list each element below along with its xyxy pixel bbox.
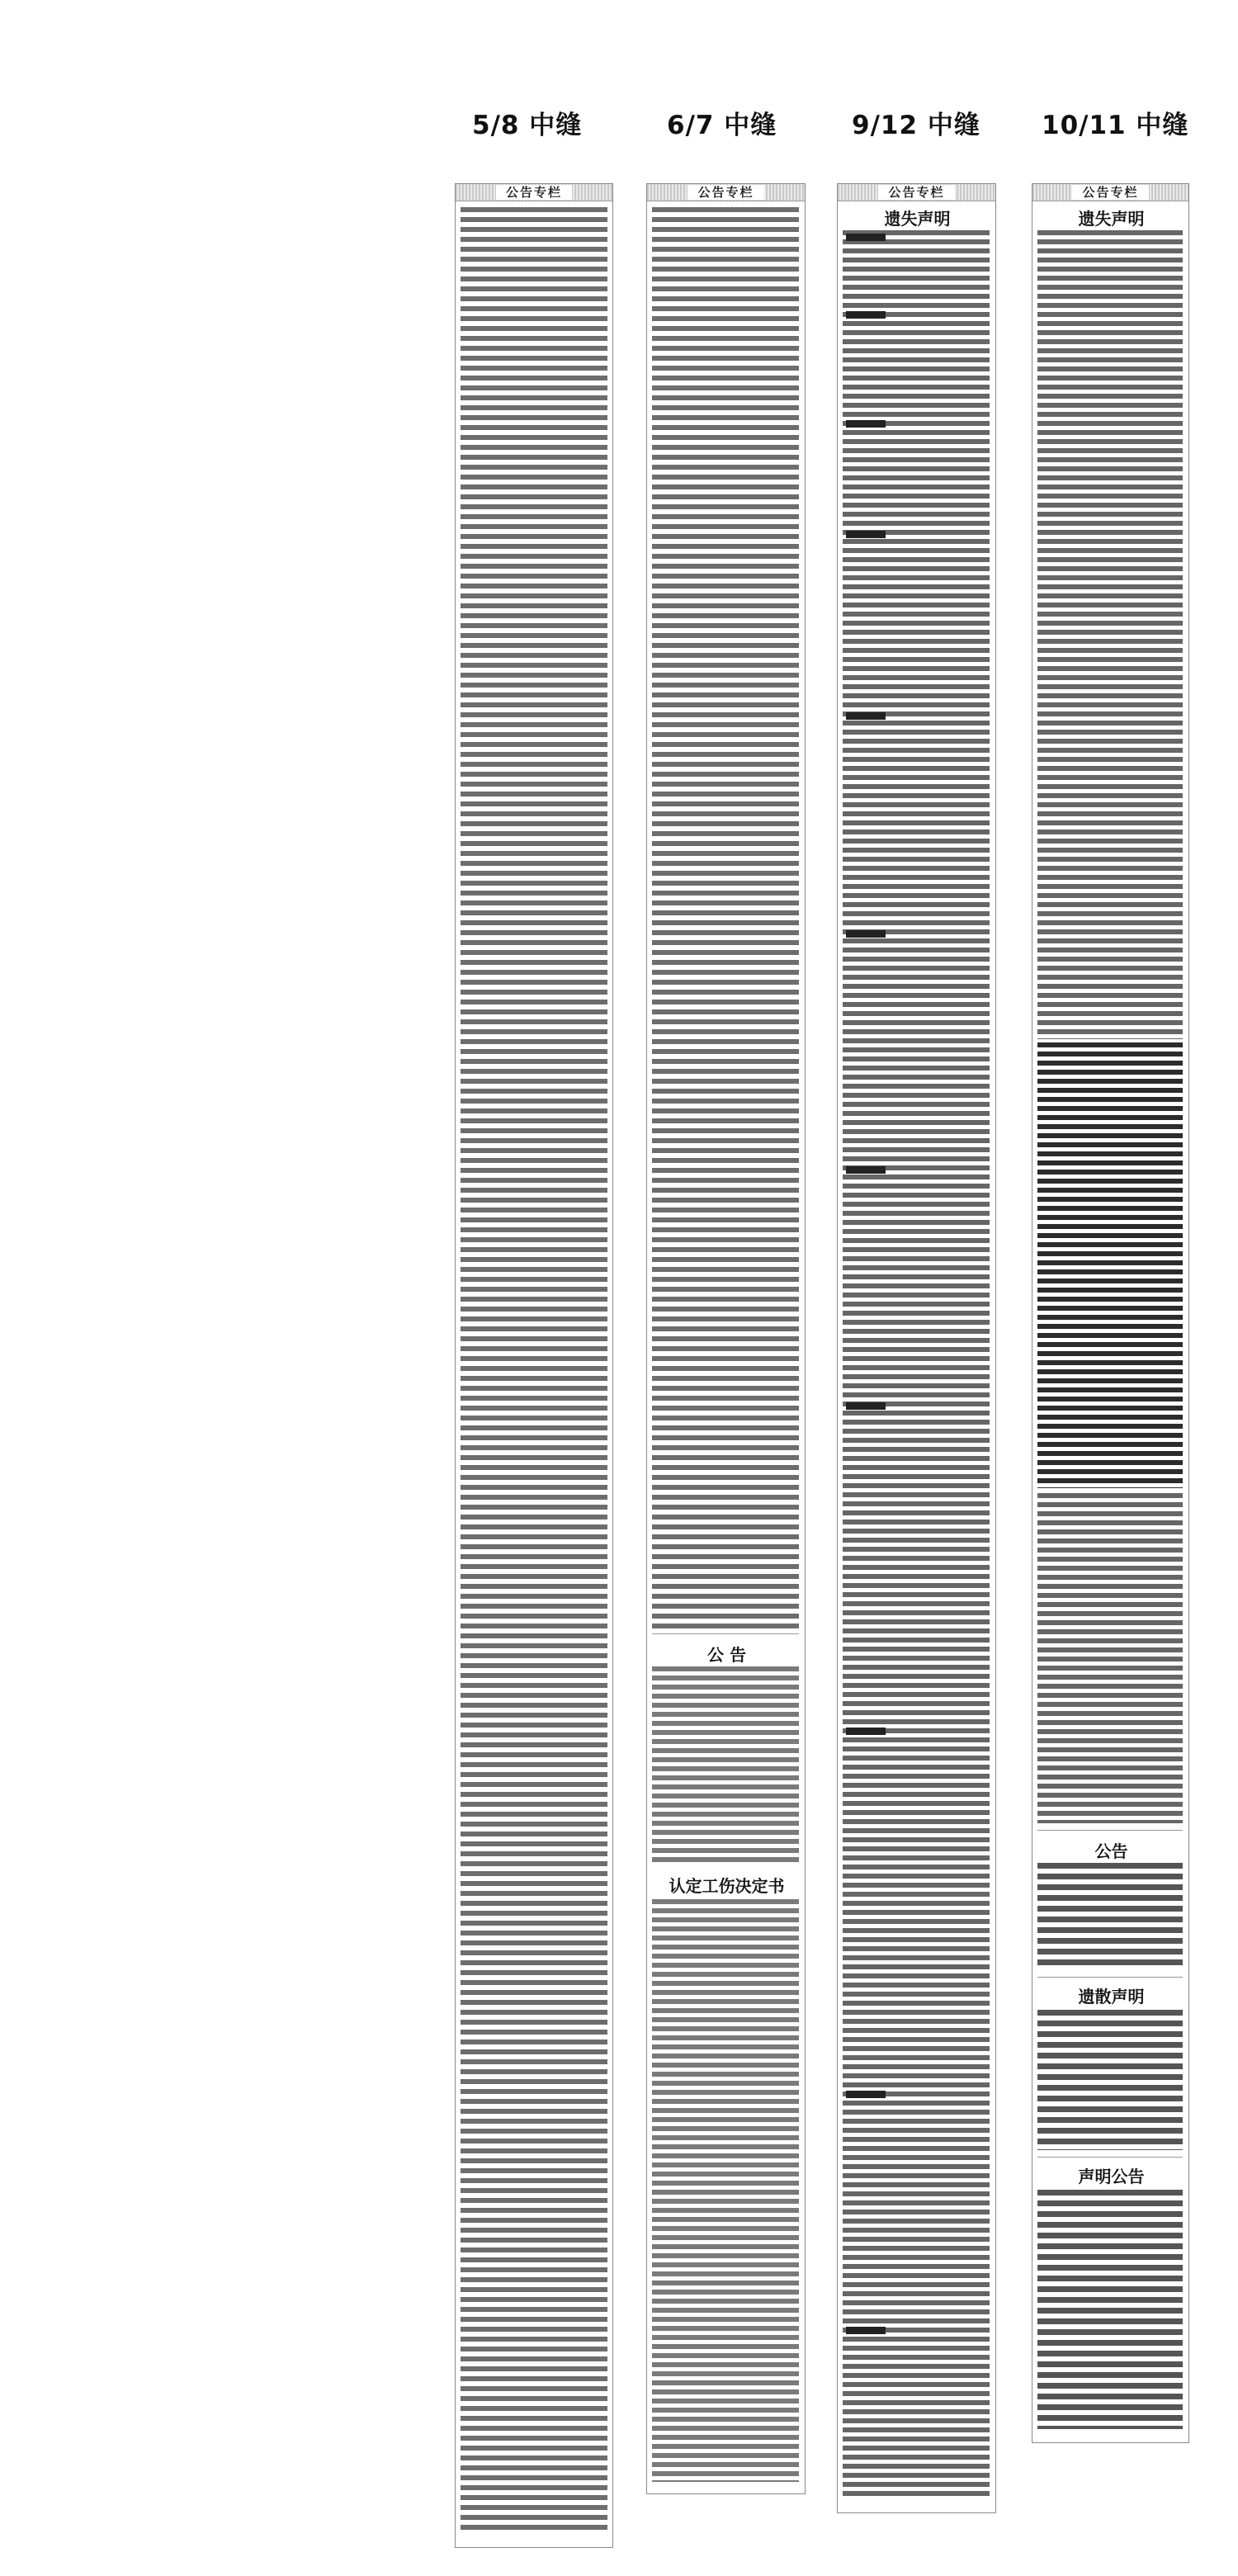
notice-title: 遗失声明 [1078, 209, 1145, 229]
column-header-10-11 [1042, 104, 1188, 141]
bold-lead [846, 930, 886, 938]
bold-lead [846, 531, 886, 538]
bold-lead [846, 311, 886, 319]
banner [456, 184, 612, 201]
banner-title: 公告专栏 [688, 185, 763, 200]
notice-text [1037, 1863, 1183, 1970]
notice-column-9-12 [837, 183, 996, 2513]
column-header-5-8 [472, 104, 582, 141]
banner-title: 公告专栏 [496, 185, 572, 200]
bold-lead [846, 1166, 886, 1174]
column-label: 中缝 [529, 111, 583, 140]
code-list [1037, 1042, 1183, 1488]
notice-column-10-11 [1032, 183, 1189, 2443]
notice-title: 认定工伤决定书 [669, 1876, 785, 1896]
notice-title: 公 告 [707, 1645, 746, 1665]
notice-title: 遗失声明 [884, 209, 951, 229]
bold-lead [846, 2327, 886, 2334]
banner-title: 公告专栏 [1072, 185, 1148, 200]
banner-title: 公告专栏 [878, 185, 954, 200]
column-header-6-7 [667, 104, 777, 141]
banner [838, 184, 995, 201]
column-label: 中缝 [1136, 111, 1189, 140]
column-date: 9/12 [852, 111, 919, 140]
column-date: 6/7 [667, 111, 715, 140]
notice-title: 声明公告 [1078, 2167, 1145, 2186]
bold-lead [846, 2091, 886, 2098]
notice-text [1037, 1493, 1183, 1823]
divider [1037, 1977, 1183, 1978]
bold-lead [846, 1402, 886, 1410]
bold-lead [846, 234, 886, 241]
notice-text [652, 207, 799, 1628]
divider [1037, 2157, 1183, 2158]
bold-lead [846, 420, 886, 428]
notice-title: 遗散声明 [1078, 1987, 1145, 2006]
notice-column-5-8 [455, 183, 613, 2548]
bold-lead [846, 712, 886, 720]
column-date: 10/11 [1042, 111, 1127, 140]
notice-text [652, 1899, 799, 2482]
banner [1032, 184, 1188, 201]
notice-text [1037, 230, 1183, 1039]
divider [1037, 1830, 1183, 1831]
notice-text [843, 230, 990, 2500]
column-date: 5/8 [472, 111, 520, 140]
bold-lead [846, 1728, 886, 1735]
notice-text [652, 1666, 799, 1866]
banner [647, 184, 805, 201]
notice-text [461, 207, 607, 2535]
column-header-9-12 [852, 104, 980, 141]
divider [652, 1633, 799, 1634]
notice-title: 公告 [1094, 1841, 1128, 1861]
notice-text [1037, 2190, 1183, 2429]
column-label: 中缝 [927, 111, 980, 140]
column-label: 中缝 [724, 111, 777, 140]
notice-column-6-7 [646, 183, 806, 2494]
notice-text [1037, 2010, 1183, 2150]
